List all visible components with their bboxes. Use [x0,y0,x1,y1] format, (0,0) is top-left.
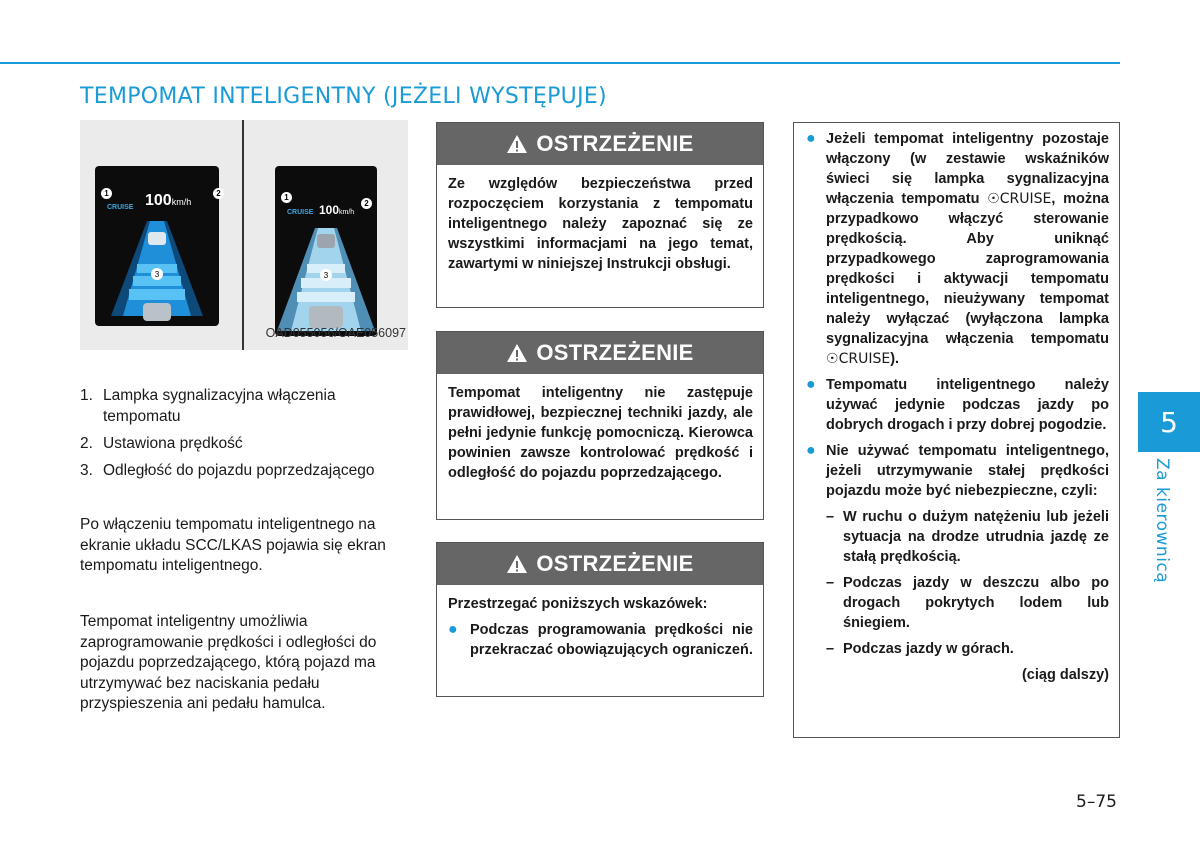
callout-2: 2 [213,188,224,199]
list-item: ● Jeżeli tempomat inteligentny pozostaje włączony (w zestawie wskaźników świeci się lampka sygnalizacyjna włączenia tempomatu ☉CRUISE, można przypadkowo włączyć sterowanie prędkością. Aby uniknąć przypadkowego zaprogramowania prędkości i aktywacji tempomatu inteligentnego, nieużywany tempomat należy wyłączać (wyłączona lampka sygnalizacyjna włączenia tempomatu ☉CRUISE). [806,130,1109,367]
list-item: – Podczas jazdy w deszczu albo po drogach pokrytych lodem lub śniegiem. [826,575,1109,631]
page-number: 5–75 [1076,792,1117,812]
road-graphic-b [275,166,377,336]
callout-1: 1 [281,192,292,203]
svg-text:3: 3 [323,271,329,280]
warning-box [436,542,764,697]
warning-icon [506,134,528,154]
svg-text:3: 3 [154,270,160,279]
figure-divider [242,120,244,350]
instrument-figure [80,120,408,350]
list-item: – W ruchu o dużym natężeniu lub jeżeli sytuacja na drodze utrudnia jazdę ze stałą prędkością. [826,509,1109,565]
warning-icon [506,343,528,363]
warning-header: OSTRZEŻENIE [437,543,763,585]
warning-intro: Przestrzegać poniższych wskazówek: [448,596,708,612]
paragraph: Tempomat inteligentny umożliwia zaprogramowanie prędkości i odległości do pojazdu poprzedzającego, którą pojazd ma utrzymywać bez naciskania pedału przyspieszenia ani pedału hamulca. [80,613,377,712]
continued-note: (ciąg dalszy) [1021,667,1109,683]
figure-code: OAD055056/OAE056097 [265,326,406,340]
warning-icon [506,554,528,574]
set-speed: 100km/h [319,203,355,217]
chapter-tab: 5 [1138,392,1200,452]
road-graphic-a [95,166,219,326]
set-speed: 100km/h [145,192,192,209]
warning-text: Ze względów bezpieczeństwa przed rozpoczęciem korzystania z tempomatu inteligentnego należy zapoznać się ze wszystkimi informacjami na jego temat, zawartymi w niniejszej Instrukcji obsługi. [448,176,753,272]
list-item: – Podczas jazdy w górach. [826,641,1014,657]
warning-box [436,331,764,520]
bullet-icon: ● [806,376,816,393]
callout-2: 2 [361,198,372,209]
paragraph: Po włączeniu tempomatu inteligentnego na ekranie układu SCC/LKAS pojawia się ekran tempomatu inteligentnego. [80,516,386,574]
chapter-label: Za kierownicą [1152,458,1172,584]
warning-text [437,585,763,670]
warning-header: OSTRZEŻENIE [437,123,763,165]
list-item: 3. Odległość do pojazdu poprzedzającego [80,462,375,479]
cluster-display-b [275,166,377,336]
top-rule [0,62,1120,64]
cruise-indicator-icon: CRUISE [287,209,314,216]
list-item: 1. Lampka sygnalizacyjna włączenia tempomatu [80,387,336,425]
legend-list [80,385,410,487]
caution-notes [793,122,1120,738]
list-item: ● Nie używać tempomatu inteligentnego, jeżeli utrzymywanie stałej prędkości pojazdu może być niebezpieczne, czyli: [806,442,1109,499]
list-item: ● Tempomatu inteligentnego należy używać jedynie podczas jazdy po dobrych drogach i przy dobrej pogodzie. [806,376,1109,433]
cruise-indicator-icon: CRUISE [107,204,134,211]
cruise-indicator-icon: ☉CRUISE [826,351,891,367]
list-item: ● Podczas programowania prędkości nie przekraczać obowiązujących ograniczeń. [448,621,753,658]
cruise-indicator-icon: ☉CRUISE [987,191,1052,207]
list-item: 2. Ustawiona prędkość [80,435,243,452]
callout-1: 1 [101,188,112,199]
cluster-display-a [95,166,219,326]
warning-box [436,122,764,308]
warning-text: Tempomat inteligentny nie zastępuje prawidłowej, bezpiecznej techniki jazdy, ale pełni jedynie funkcję pomocniczą. Kierowca powinien zawsze kontrolować prędkość i odległość do pojazdu poprzedzającego. [448,385,753,481]
bullet-icon: ● [806,130,816,147]
warning-header: OSTRZEŻENIE [437,332,763,374]
section-title: TEMPOMAT INTELIGENTNY (JEŻELI WYSTĘPUJE) [80,84,607,109]
bullet-icon: ● [806,442,816,459]
bullet-icon: ● [448,621,458,638]
